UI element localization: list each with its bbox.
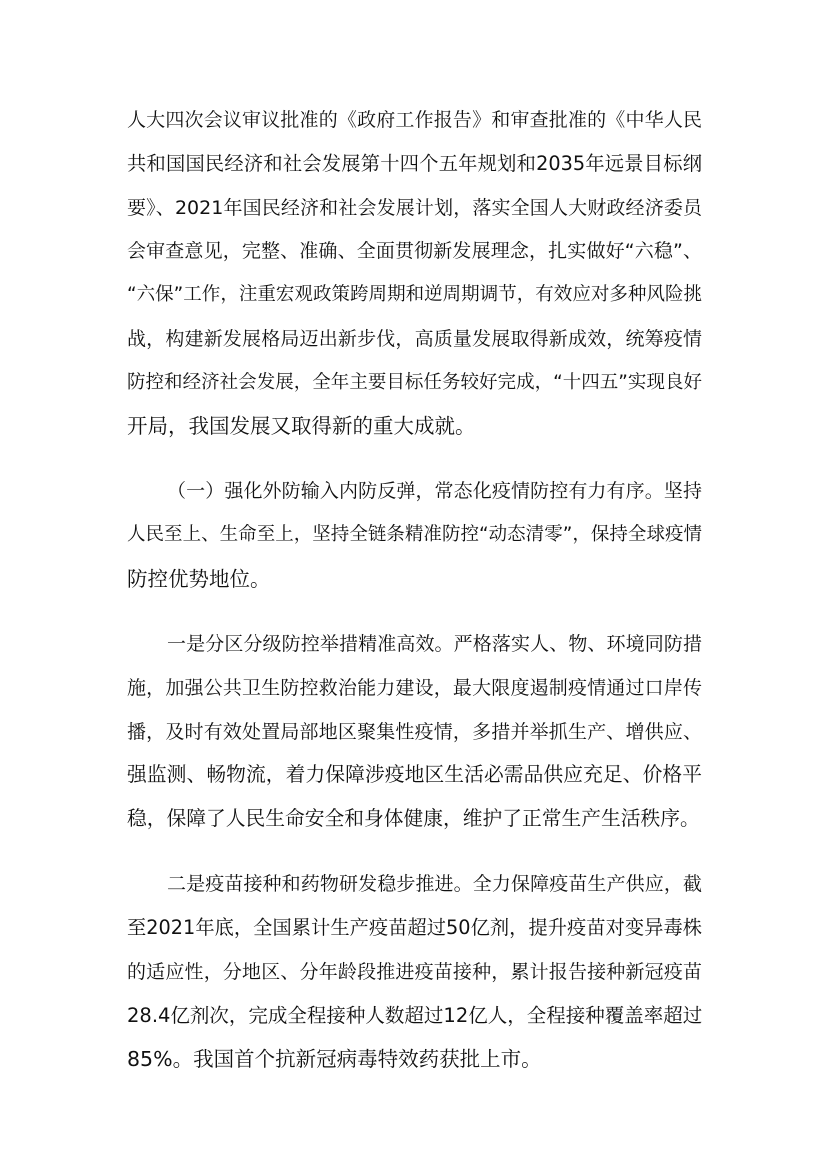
text-line: 人大四次会议审议批准的《政府工作报告》和审查批准的《中华人民: [127, 109, 702, 131]
text-line: 一是分区分级防控举措精准高效。严格落实人、物、环境同防措: [167, 633, 702, 655]
text-line: 28.4亿剂次，完成全程接种人数超过12亿人，全程接种覆盖率超过: [127, 1004, 702, 1027]
text-line: 85%。我国首个抗新冠病毒特效药获批上市。: [127, 1047, 542, 1071]
text-line: 人民至上、生命至上，坚持全链条精准防控“动态清零”，保持全球疫情: [127, 524, 702, 545]
text-line: 共和国国民经济和社会发展第十四个五年规划和2035年远景目标纲: [127, 152, 702, 175]
text-line: 二是疫苗接种和药物研发稳步推进。全力保障疫苗生产供应，截: [167, 873, 702, 895]
text-line: 至2021年底，全国累计生产疫苗超过50亿剂，提升疫苗对变异毒株: [127, 916, 702, 939]
text-line: 防控优势地位。: [127, 567, 271, 591]
text-line: 会审查意见，完整、准确、全面贯彻新发展理念，扎实做好“六稳”、: [127, 240, 702, 262]
text-line: 播，及时有效处置局部地区聚集性疫情，多措并举抓生产、增供应、: [127, 721, 702, 743]
text-line: 的适应性，分地区、分年龄段推进疫苗接种，累计报告接种新冠疫苗: [127, 961, 702, 983]
text-line: “六保”工作，注重宏观政策跨周期和逆周期调节，有效应对多种风险挑: [127, 284, 702, 305]
text-line: 开局，我国发展又取得新的重大成就。: [127, 414, 476, 438]
text-line: 战，构建新发展格局迈出新步伐，高质量发展取得新成效，统筹疫情: [127, 328, 702, 350]
text-line: （一）强化外防输入内防反弹，常态化疫情防控有力有序。坚持: [167, 480, 702, 502]
text-line: 强监测、畅物流，着力保障涉疫地区生活必需品供应充足、价格平: [127, 763, 702, 786]
text-line: 稳，保障了人民生命安全和身体健康，维护了正常生产生活秩序。: [127, 807, 700, 830]
text-line: 要》、2021年国民经济和社会发展计划，落实全国人大财政经济委员: [127, 197, 702, 219]
text-line: 施，加强公共卫生防控救治能力建设，最大限度遏制疫情通过口岸传: [127, 677, 702, 699]
text-line: 防控和经济社会发展，全年主要目标任务较好完成，“十四五”实现良好: [127, 372, 702, 393]
